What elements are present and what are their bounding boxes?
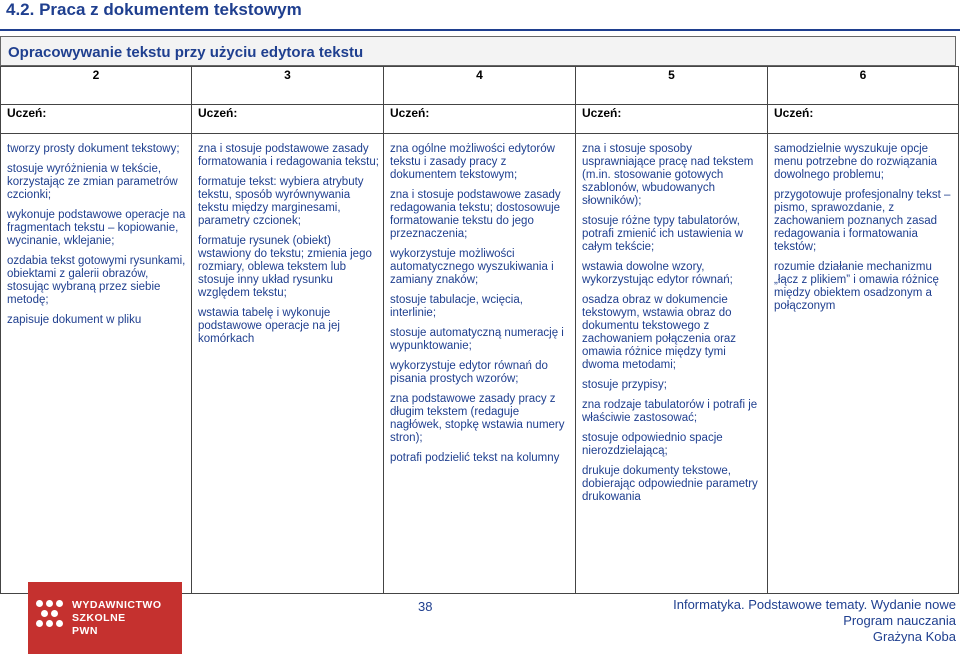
requirement-item: formatuje rysunek (obiekt) wstawiony do tekstu; zmienia jego rozmiary, oblewa tekstem lub stosuje inny układ rysunku względem tekstu; [198, 235, 372, 299]
requirement-item: zna i stosuje podstawowe zasady formatowania i redagowania tekstu; [198, 143, 379, 168]
requirement-item: stosuje tabulacje, wcięcia, interlinie; [390, 294, 523, 319]
requirement-item: zna podstawowe zasady pracy z długim tekstem (redaguje nagłówek, stopkę wstawia numery stron); [390, 393, 565, 444]
requirement-item: wykonuje podstawowe operacje na fragmentach tekstu – kopiowanie, wycinanie, wklejanie; [7, 209, 186, 247]
requirement-item: stosuje wyróżnienia w tekście, korzystając ze zmian parametrów czcionki; [7, 163, 178, 201]
footer-line: Informatyka. Podstawowe tematy. Wydanie nowe [673, 597, 956, 612]
grade-number-cell: 4 [384, 67, 576, 105]
column-header: Uczeń: [384, 105, 576, 134]
requirement-item: stosuje automatyczną numerację i wypunktowanie; [390, 327, 564, 352]
page-number: 38 [418, 599, 433, 614]
page-title: 4.2. Praca z dokumentem tekstowym [6, 0, 302, 19]
column-header: Uczeń: [192, 105, 384, 134]
requirement-item: osadza obraz w dokumencie tekstowym, wstawia obraz do dokumentu tekstowego z zachowaniem połączenia oraz omawia różnice między tymi dwoma metodami; [582, 294, 737, 371]
requirements-table [0, 66, 959, 594]
grade-number-cell: 6 [768, 67, 959, 105]
requirement-item: zna i stosuje sposoby usprawniające pracę nad tekstem (m.in. stosowanie gotowych szablonów, wbudowanych słowników); [582, 143, 754, 207]
grade-number-cell: 5 [576, 67, 768, 105]
requirement-item: wykorzystuje możliwości automatycznego wyszukiwania i zamiany znaków; [390, 248, 554, 286]
column-header: Uczeń: [576, 105, 768, 134]
grade-number-cell: 2 [1, 67, 192, 105]
footer-line: Grażyna Koba [872, 629, 956, 644]
column-header: Uczeń: [768, 105, 959, 134]
requirement-item: wykorzystuje edytor równań do pisania prostych wzorów; [390, 360, 548, 385]
requirement-item: ozdabia tekst gotowymi rysunkami, obiektami z galerii obrazów, stosując wybraną przez siebie metodę; [7, 255, 186, 306]
requirements-row [1, 134, 959, 594]
section-title: Opracowywanie tekstu przy użyciu edytora tekstu [8, 44, 364, 61]
requirement-item: drukuje dokumenty tekstowe, dobierając odpowiednie parametry drukowania [582, 465, 758, 503]
footer-citation [673, 597, 956, 645]
publisher-logo-text: WYDAWNICTWO SZKOLNE PWN [72, 598, 162, 637]
requirements-cell [384, 134, 576, 594]
requirement-item: samodzielnie wyszukuje opcje menu potrzebne do rozwiązania dowolnego problemu; [774, 143, 938, 181]
footer-line: Program nauczania [843, 613, 956, 628]
grade-number-cell: 3 [192, 67, 384, 105]
requirement-item: wstawia dowolne wzory, wykorzystując edytor równań; [582, 261, 733, 286]
publisher-logo-mark [36, 600, 64, 636]
title-divider [0, 29, 960, 31]
requirement-item: stosuje przypisy; [582, 379, 668, 391]
requirements-cell [768, 134, 959, 594]
requirement-item: potrafi podzielić tekst na kolumny [390, 452, 560, 464]
requirement-item: stosuje odpowiednio spacje nierozdzielającą; [582, 432, 723, 457]
requirement-item: stosuje różne typy tabulatorów, potrafi zmienić ich ustawienia w całym tekście; [582, 215, 744, 253]
requirements-cell [1, 134, 192, 594]
requirements-cell [576, 134, 768, 594]
grade-number-row [1, 67, 959, 105]
requirement-item: przygotowuje profesjonalny tekst – pismo, sprawozdanie, z zachowaniem poznanych zasad redagowania i formatowania tekstów; [774, 189, 951, 253]
section-header [0, 36, 956, 66]
requirement-item: zna i stosuje podstawowe zasady redagowania tekstu; dostosowuje formatowanie tekstu do jego przeznaczenia; [390, 189, 561, 240]
column-header: Uczeń: [1, 105, 192, 134]
publisher-logo [28, 582, 182, 654]
requirement-item: zna ogólne możliwości edytorów tekstu i zasady pracy z dokumentem tekstowym; [390, 143, 555, 181]
student-header-row [1, 105, 959, 134]
requirement-item: tworzy prosty dokument tekstowy; [7, 143, 180, 155]
requirements-cell [192, 134, 384, 594]
requirement-item: zapisuje dokument w pliku [7, 314, 142, 326]
requirement-item: rozumie działanie mechanizmu „łącz z plikiem” i omawia różnicę między obiektem osadzonym a połączonym [774, 261, 939, 312]
requirement-item: wstawia tabelę i wykonuje podstawowe operacje na jej komórkach [198, 307, 340, 345]
requirement-item: zna rodzaje tabulatorów i potrafi je właściwie zastosować; [582, 399, 758, 424]
requirement-item: formatuje tekst: wybiera atrybuty tekstu, sposób wyrównywania tekstu między marginesami, parametry czcionek; [198, 176, 364, 227]
